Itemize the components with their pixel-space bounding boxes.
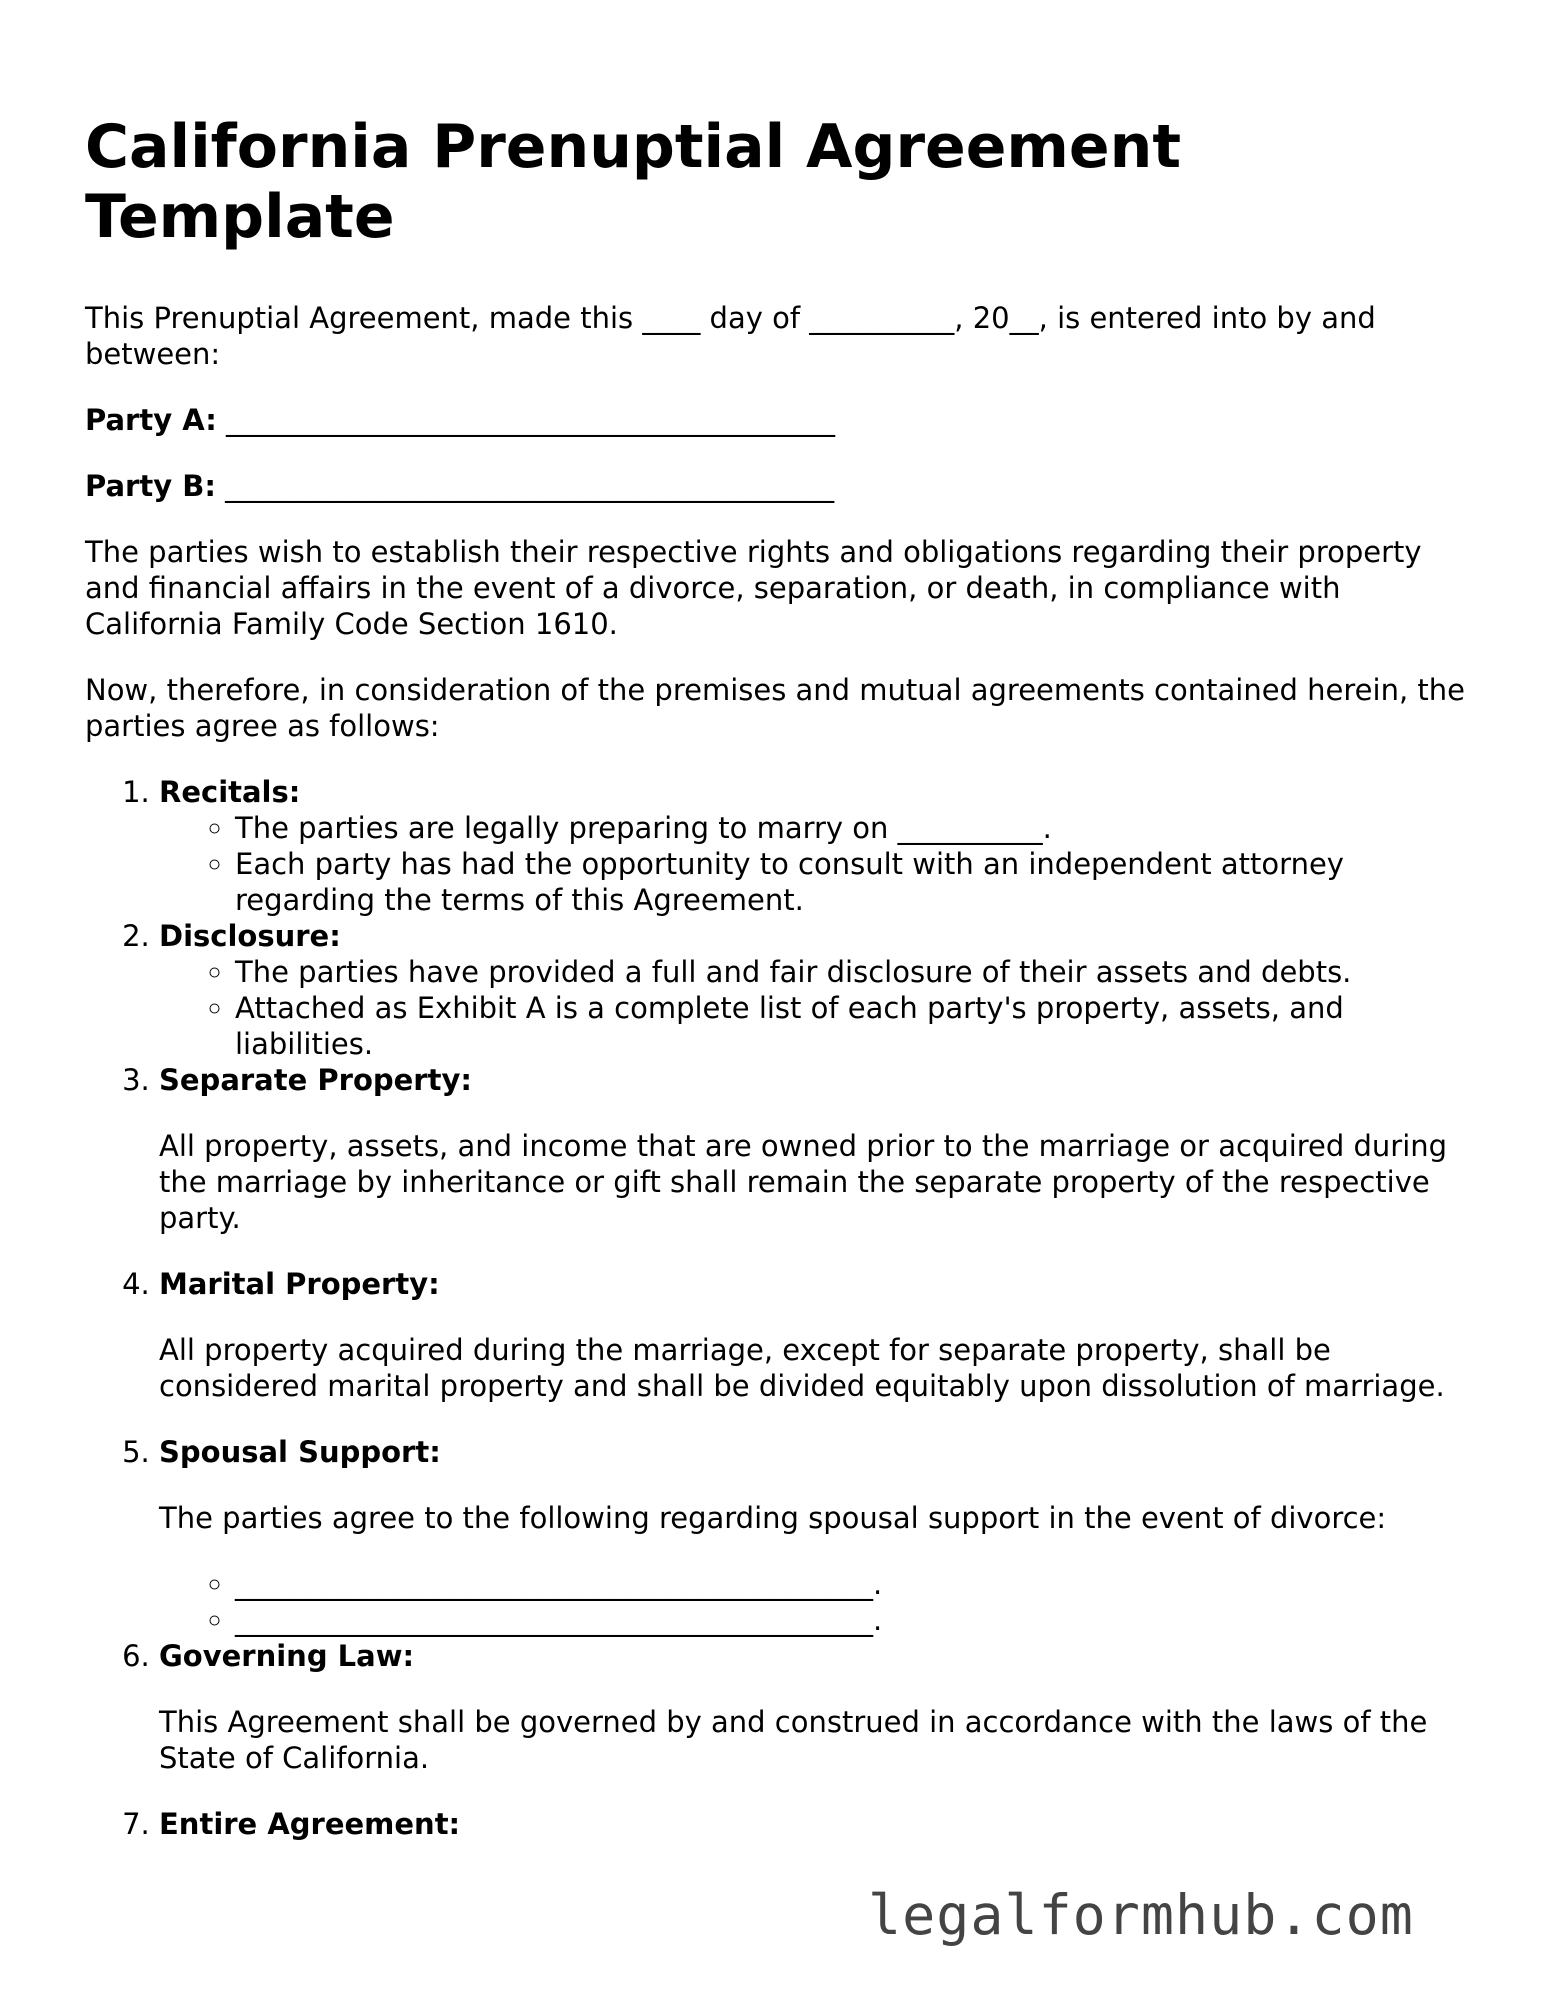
intro-paragraph: This Prenuptial Agreement, made this ____ day of __________, 20__, is entered into by and between: [85, 301, 1376, 371]
section-text: The parties agree to the following regarding spousal support in the event of divorce: [159, 1501, 1387, 1535]
watermark: legalformhub.com [868, 1883, 1414, 1947]
list-item: ◦ ____________________________________________. [235, 1566, 1465, 1602]
section-heading: Separate Property: [159, 1063, 472, 1097]
section-heading: Disclosure: [159, 919, 341, 953]
list-item: ◦ Each party has had the opportunity to consult with an independent attorney regarding the terms of this Agreement. [235, 846, 1465, 918]
document-page [85, 100, 1465, 1842]
sections-list [85, 774, 1465, 1842]
section-heading: Recitals: [159, 775, 301, 809]
recitals-list [159, 810, 1465, 918]
section-text: All property, assets, and income that are owned prior to the marriage or acquired during the marriage by inheritance or gift shall remain the separate property of the respective party. [159, 1129, 1448, 1235]
section-heading: Governing Law: [159, 1639, 415, 1673]
section-heading: Spousal Support: [159, 1435, 441, 1469]
section-governing-law [159, 1638, 1465, 1776]
list-item: ◦ The parties are legally preparing to marry on __________. [235, 810, 1465, 846]
party-a-line [85, 402, 1465, 438]
list-item: ◦ ____________________________________________. [235, 1602, 1465, 1638]
party-b-blank: __________________________________________ [225, 469, 835, 503]
section-recitals [159, 774, 1465, 918]
party-b-label: Party B: [85, 469, 216, 503]
section-separate-property [159, 1062, 1465, 1236]
section-marital-property [159, 1266, 1465, 1404]
section-disclosure [159, 918, 1465, 1062]
purpose-paragraph: The parties wish to establish their respective rights and obligations regarding their property and financial affairs in the event of a divorce, separation, or death, in compliance with California Family Code Section 1610. [85, 535, 1422, 641]
party-a-blank: __________________________________________ [226, 403, 836, 437]
list-item: ◦ Attached as Exhibit A is a complete list of each party's property, assets, and liabilities. [235, 990, 1465, 1062]
disclosure-list [159, 954, 1465, 1062]
consideration-paragraph: Now, therefore, in consideration of the premises and mutual agreements contained herein, the parties agree as follows: [85, 673, 1465, 743]
section-spousal-support [159, 1434, 1465, 1638]
list-item: ◦ The parties have provided a full and fair disclosure of their assets and debts. [235, 954, 1465, 990]
section-text: All property acquired during the marriage, except for separate property, shall be considered marital property and shall be divided equitably upon dissolution of marriage. [159, 1333, 1445, 1403]
party-a-label: Party A: [85, 403, 217, 437]
party-b-line [85, 468, 1465, 504]
section-heading: Entire Agreement: [159, 1807, 461, 1841]
section-heading: Marital Property: [159, 1267, 440, 1301]
spousal-support-list [159, 1566, 1465, 1638]
section-text: This Agreement shall be governed by and construed in accordance with the laws of the State of California. [159, 1705, 1428, 1775]
section-entire-agreement [159, 1806, 1465, 1842]
document-title: California Prenuptial Agreement Template [85, 112, 1182, 252]
